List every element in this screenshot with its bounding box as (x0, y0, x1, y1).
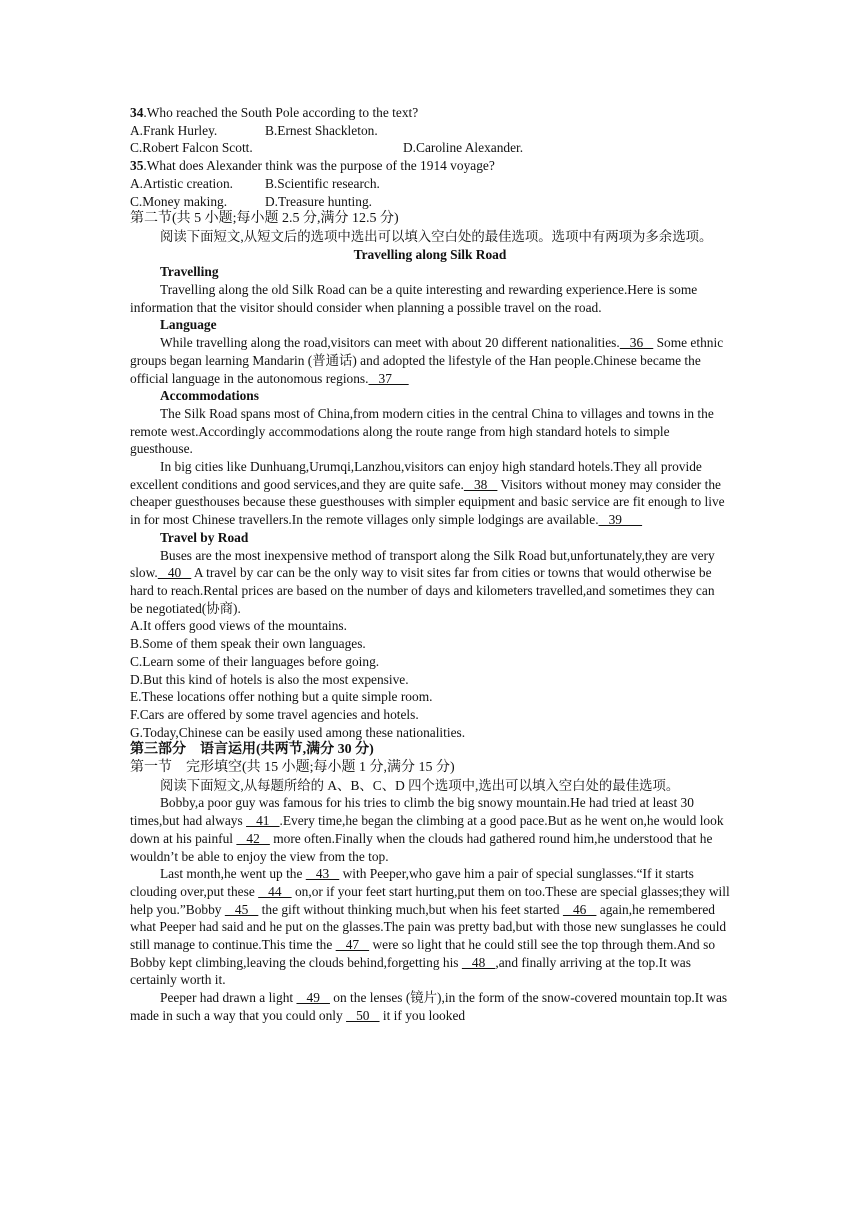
subheading-travel-by-road: Travel by Road (160, 529, 249, 545)
blank-44: 44 (258, 883, 292, 899)
blank-41: 41 (246, 813, 280, 829)
option-c: C.Money making. (130, 193, 228, 209)
paragraph-travel-by-road: Buses are the most inexpensive method of transport along the Silk Road but,unfortunately,they are very slow. 40 A travel by car can be the only way to visit sites far from cities or towns that would otherwise be hard to reach.Rental prices are based on the number of days and kilometers travelled,and sometimes they can be negotiated(协商). (130, 547, 715, 616)
blank-45: 45 (224, 901, 259, 917)
option-a: A.Artistic creation. (130, 175, 233, 191)
blank-49: 49 (296, 990, 330, 1006)
option-d: D.Caroline Alexander. (403, 140, 524, 156)
paragraph-accommodations-1: The Silk Road spans most of China,from modern cities in the central China to villages and towns in the remote west.Accordingly accommodations along the route range from high standard hotels to simple guesthouse. (130, 405, 714, 457)
paragraph-language: While travelling along the road,visitors can meet with about 20 different nationalities. 36 Some ethnic groups began learning Mandarin (普通话) and adopted the lifestyle of the Han people.Chinese became the official language in the autonomous regions. 37 (130, 335, 724, 386)
part-3-heading: 第三部分 语言运用(共两节,满分 30 分) (130, 742, 374, 758)
option-b: B.Scientific research. (265, 175, 380, 191)
blank-37: 37 (368, 370, 409, 386)
question-text: .What does Alexander think was the purpose of the 1914 voyage? (143, 158, 495, 174)
subheading-language: Language (160, 317, 217, 333)
option-c: C.Robert Falcon Scott. (130, 140, 253, 156)
blank-36: 36 (619, 335, 654, 351)
blank-43: 43 (305, 866, 340, 882)
section-2-instructions: 阅读下面短文,从短文后的选项中选出可以填入空白处的最佳选项。选项中有两项为多余选项。 (160, 228, 713, 244)
paragraph-accommodations-2: In big cities like Dunhuang,Urumqi,Lanzhou,visitors can enjoy high standard hotels.They all provide excellent conditions and good services,and they are quite safe. 38 Visitors without money may consider the cheaper guesthouses because these guesthouses with simpler equipment and basic service are fit enough to live in for most Chinese travellers.In the remote villages only simple lodgings are available. 39 (130, 459, 725, 528)
cloze-paragraph-2: Last month,he went up the 43 with Peeper,who gave him a pair of special sunglasses.“If it starts clouding over,put these 44 on,or if your feet start hurting,put them on too.These are special glasses;they will help you.”Bobby 45 the gift without thinking much,but when his feet started 46 again,he remembered what Peeper had said and he put on the glasses.The pain was pretty bad,but with those new sunglasses he could still manage to continue.This time the 47 were so light that he could still see the top through them.And so Bobby kept climbing,leaving the clouds behind,forgetting his 48 ,and finally arriving at the top.It was certainly worth it. (130, 866, 730, 988)
option-d: D.But this kind of hotels is also the most expensive. (130, 671, 409, 687)
question-34 (130, 104, 730, 157)
exam-page (130, 104, 730, 1025)
option-b: B.Ernest Shackleton. (265, 122, 378, 138)
question-number: 34 (130, 105, 144, 120)
blank-47: 47 (335, 937, 370, 953)
section-1-instructions: 阅读下面短文,从每题所给的 A、B、C、D 四个选项中,选出可以填入空白处的最佳选项。 (160, 777, 680, 793)
blank-38: 38 (463, 476, 498, 492)
question-text: .Who reached the South Pole according to the text? (143, 105, 419, 120)
question-35 (130, 157, 730, 210)
option-b: B.Some of them speak their own languages. (130, 636, 366, 652)
option-a: A.Frank Hurley. (130, 122, 218, 138)
subheading-accommodations: Accommodations (160, 388, 259, 404)
option-e: E.These locations offer nothing but a quite simple room. (130, 689, 433, 705)
option-g: G.Today,Chinese can be easily used among these nationalities. (130, 724, 466, 740)
paragraph-travelling: Travelling along the old Silk Road can be a quite interesting and rewarding experience.Here is some information that the visitor should consider when planning a possible travel on the road. (130, 282, 698, 315)
blank-48: 48 (461, 954, 496, 970)
blank-39: 39 (598, 512, 643, 528)
option-c: C.Learn some of their languages before going. (130, 653, 380, 669)
section-1-heading: 第一节 完形填空(共 15 小题;每小题 1 分,满分 15 分) (130, 760, 455, 776)
cloze-paragraph-1: Bobby,a poor guy was famous for his tries to climb the big snowy mountain.He had tried at least 30 times,but had always 41 .Every time,he began the climbing at a good pace.But as he went on,he would look down at his painful 42 more often.Finally when the clouds had gathered round him,he understood that he wouldn’t be able to enjoy the view from the top. (130, 795, 724, 864)
blank-50: 50 (346, 1007, 380, 1023)
blank-42: 42 (236, 830, 270, 846)
options-list (130, 617, 730, 741)
subheading-travelling: Travelling (160, 264, 219, 280)
option-f: F.Cars are offered by some travel agencies and hotels. (130, 706, 419, 722)
option-d: D.Treasure hunting. (265, 193, 372, 209)
blank-40: 40 (157, 565, 192, 581)
question-number: 35 (130, 158, 144, 174)
section-2-heading: 第二节(共 5 小题;每小题 2.5 分,满分 12.5 分) (130, 211, 399, 227)
blank-46: 46 (562, 901, 597, 917)
option-a: A.It offers good views of the mountains. (130, 618, 347, 634)
cloze-paragraph-3: Peeper had drawn a light 49 on the lenses (镜片),in the form of the snow-covered mountain top.It was made in such a way that you could only 50 it if you looked (130, 990, 728, 1023)
passage-title: Travelling along Silk Road (353, 246, 507, 262)
